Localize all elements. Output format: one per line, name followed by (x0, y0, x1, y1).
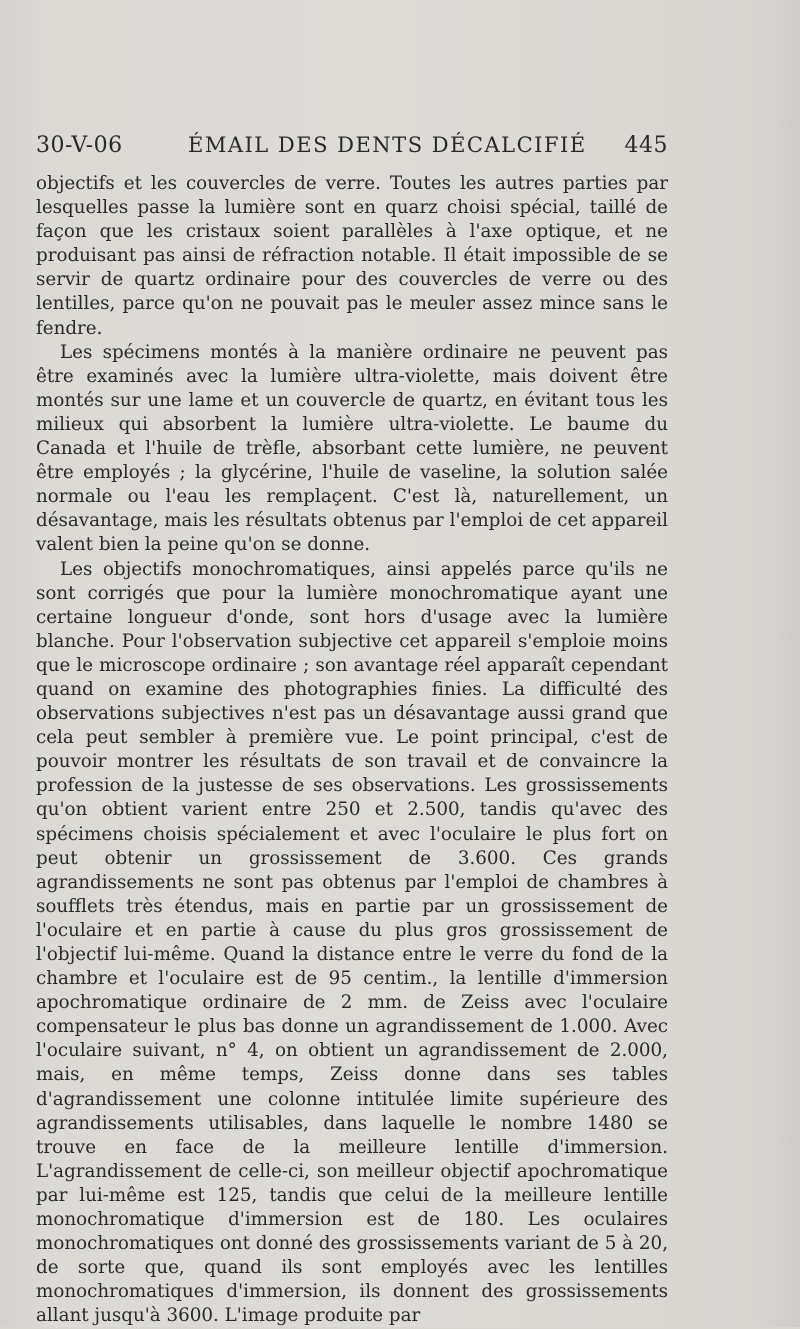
body-text (36, 172, 668, 1329)
running-header (36, 130, 668, 164)
paragraph-1: objectifs et les couvercles de verre. Toutes les autres parties par lesquelles passe la lumière sont en quarz choisi spécial, taillé de façon que les cristaux soient parallèles à l'axe optique, et ne produisant pas ainsi de réfraction notable. Il était impossible de se servir de quartz ordinaire pour des couvercles de verre ou des lentilles, parce qu'on ne pouvait pas le meuler assez mince sans le fendre. (36, 173, 668, 339)
paragraph-2: Les spécimens montés à la manière ordinaire ne peuvent pas être examinés avec la lumière ultra-violette, mais doivent être montés sur une lame et un couvercle de quartz, en évitant tous les milieux qui absorbent la lumière ultra-violette. Le baume du Canada et l'huile de trèfle, absorbant cette lumière, ne peuvent être employés ; la glycérine, l'huile de vaseline, la solution salée normale ou l'eau les remplaçent. C'est là, naturellement, un désavantage, mais les résultats obtenus par l'emploi de cet appareil valent bien la peine qu'on se donne. (36, 341, 668, 556)
page-number: 445 (624, 133, 668, 158)
header-title: ÉMAIL DES DENTS DÉCALCIFIÉ (188, 133, 587, 157)
paragraph-3: Les objectifs monochromatiques, ainsi appelés parce qu'ils ne sont corrigés que pour la lumière monochromatique ayant une certaine longueur d'onde, sont hors d'usage avec la lumière blanche. Pour l'observation subjective cet appareil s'emploie moins que le microscope ordinaire ; son avantage réel apparaît cependant quand on examine des photographies finies. La difficulté des observations subjectives n'est pas un désavantage aussi grand que cela peut sembler à première vue. Le point principal, c'est de pouvoir montrer les résultats de son travail et de convaincre la profession de la justesse de ses observations. Les grossissements qu'on obtient varient entre 250 et 2.500, tandis qu'avec des spécimens choisis spécialement et avec l'oculaire le plus fort on peut obtenir un grossissement de 3.600. Ces grands agrandissements ne sont pas obtenus par l'emploi de chambres à soufflets très étendus, mais en partie par un grossissement de l'oculaire et en partie à cause du plus gros grossissement de l'objectif lui-même. Quand la distance entre le verre du fond de la chambre et l'oculaire est de 95 centim., la lentille d'immersion apochromatique ordinaire de 2 mm. de Zeiss avec l'oculaire compensateur le plus bas donne un agrandissement de 1.000. Avec l'oculaire suivant, n° 4, on obtient un agrandissement de 2.000, mais, en même temps, Zeiss donne dans ses tables d'agrandissement une colonne intitulée limite supérieure des agrandissements utilisables, dans laquelle le nombre 1480 se trouve en face de la meilleure lentille d'immersion. L'agrandissement de celle-ci, son meilleur objectif apochromatique par lui-même est 125, tandis que celui de la meilleure lentille monochromatique d'immersion est de 180. Les oculaires monochromatiques ont donné des grossissements variant de 5 à 20, de sorte que, quand ils sont employés avec les lentilles monochromatiques d'immersion, ils donnent des grossissements allant jusqu'à 3600. L'image produite par (36, 558, 668, 1327)
header-date: 30-V-06 (36, 133, 123, 158)
